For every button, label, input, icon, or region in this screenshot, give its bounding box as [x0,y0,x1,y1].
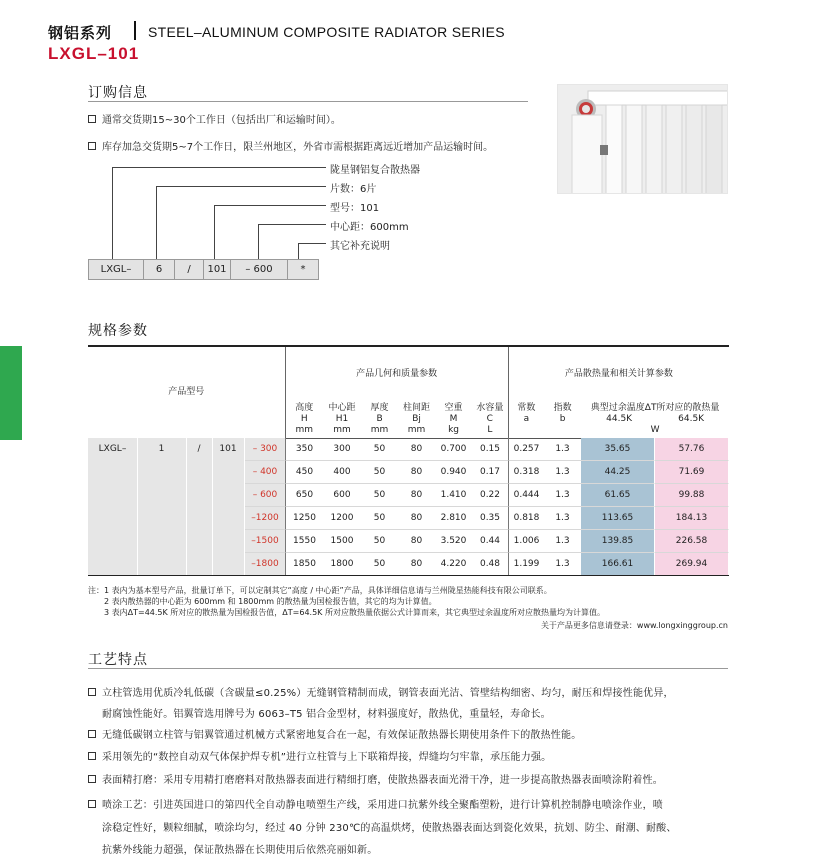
craft-paragraph-cont: 涂稳定性好，颗粒细腻，喷涂均匀，经过 40 分钟 230℃的高温烘烤，使散热器表面达到瓷化效果，抗划、防尘、耐潮、耐酸、 [102,823,677,834]
cell-Bj: 80 [398,484,435,507]
cell-q1: 44.25 [581,461,655,484]
model-number: LXGL–101 [48,44,140,63]
craft-paragraph: 立柱管选用优质冷轧低碳（含碳量≤0.25%）无缝钢管精制而成，钢管表面光洁、管壁结构细密、均匀，耐压和焊接性能优异， [88,684,674,699]
checkbox-icon [88,775,96,783]
cell-b: 1.3 [544,461,581,484]
ordering-item-text: 通常交货期15~30个工作日（包括出厂和运输时间）。 [102,115,341,126]
model-type: 101 [219,444,237,454]
craft-paragraph-cont: 抗紫外线能力超强，保证散热器在长期使用后依然亮丽如新。 [102,845,378,856]
code-segment: 6 [144,260,175,279]
series-title-en: STEEL–ALUMINUM COMPOSITE RADIATOR SERIES [148,24,505,40]
col-header-heat-output: 典型过余温度ΔT所对应的散热量 44.5K 64.5K W [581,402,729,438]
spec-title: 规格参数 [88,323,148,339]
cell-B: 50 [361,484,398,507]
cell-a: 1.199 [508,553,544,576]
cell-Bj: 80 [398,461,435,484]
cell-a: 0.818 [508,507,544,530]
ordering-item [88,138,493,153]
cell-Bj: 80 [398,438,435,461]
cell-b: 1.3 [544,438,581,461]
more-info-link[interactable]: 关于产品更多信息请登录：www.longxinggroup.cn [540,621,728,630]
cell-dist: –1800 [245,553,285,576]
model-count: 1 [158,444,165,454]
cell-q2: 99.88 [655,484,729,507]
craft-paragraph: 采用领先的“数控自动双气体保护焊专机”进行立柱管与上下联箱焊接，焊缝均匀牢靠，承压能力强。 [88,748,551,763]
cell-q2: 184.13 [655,507,729,530]
col-header-center-distance: 中心距 H1 mm [323,402,361,438]
product-model-header: 产品型号 [88,346,285,438]
cell-C: 0.48 [472,553,508,576]
cell-a: 0.444 [508,484,544,507]
cell-M: 4.220 [435,553,472,576]
model-slash: / [197,444,201,454]
cell-Bj: 80 [398,507,435,530]
table-note: 注：1 表内为基本型号产品，批量订单下，可以定制其它“高度 / 中心距”产品，具体详细信息请与兰州陇星热能科技有限公司联系。 [88,586,552,595]
cell-C: 0.44 [472,530,508,553]
cell-q1: 61.65 [581,484,655,507]
cell-q1: 139.85 [581,530,655,553]
cell-C: 0.35 [472,507,508,530]
cell-M: 0.940 [435,461,472,484]
cell-H: 1850 [285,553,323,576]
cell-H: 1250 [285,507,323,530]
checkbox-icon [88,800,96,808]
col-header-height: 高度 H mm [285,402,323,438]
ordering-title: 订购信息 [88,85,148,101]
cell-H1: 300 [323,438,361,461]
cell-dist: – 400 [245,461,285,484]
cell-q2: 226.58 [655,530,729,553]
craft-paragraph-cont: 耐腐蚀性能好。铝翼管选用牌号为 6063–T5 铝合金型材，材料强度好，散热优，重量轻，寿命长。 [102,709,551,720]
cell-q1: 35.65 [581,438,655,461]
col-header-constant: 常数 a [508,402,544,438]
table-note: 2 表内散热器的中心距为 600mm 和 1800mm 的散热量为国检报告值，其它的均为计算值。 [104,597,437,606]
cell-H: 450 [285,461,323,484]
checkbox-icon [88,142,96,150]
cell-M: 0.700 [435,438,472,461]
cell-dist: –1500 [245,530,285,553]
col-header-weight: 空重 M kg [435,402,472,438]
side-tab [0,346,22,440]
cell-dist: – 300 [245,438,285,461]
cell-b: 1.3 [544,553,581,576]
craft-title: 工艺特点 [88,652,148,668]
cell-M: 2.810 [435,507,472,530]
ordering-item [88,111,341,126]
cell-B: 50 [361,530,398,553]
code-label: 其它补充说明 [330,241,390,252]
checkbox-icon [88,730,96,738]
cell-C: 0.15 [472,438,508,461]
cell-H1: 600 [323,484,361,507]
cell-q1: 113.65 [581,507,655,530]
model-code-strip [88,259,319,280]
cell-q2: 57.76 [655,438,729,461]
ordering-item-text: 库存加急交货期5~7个工作日，限兰州地区，外省市需根据距离远近增加产品运输时间。 [102,142,494,153]
cell-H1: 1200 [323,507,361,530]
craft-paragraph: 无缝低碳钢立柱管与铝翼管通过机械方式紧密地复合在一起，有效保证散热器长期使用条件下的散热性能。 [88,726,581,741]
cell-b: 1.3 [544,530,581,553]
cell-b: 1.3 [544,507,581,530]
cell-a: 1.006 [508,530,544,553]
cell-M: 1.410 [435,484,472,507]
cell-B: 50 [361,507,398,530]
cell-q1: 166.61 [581,553,655,576]
code-segment: / [175,260,204,279]
cell-Bj: 80 [398,530,435,553]
cell-B: 50 [361,461,398,484]
cell-H: 650 [285,484,323,507]
cell-B: 50 [361,553,398,576]
spec-table [88,345,729,439]
craft-paragraph: 表面精打磨：采用专用精打磨磨料对散热器表面进行精细打磨，使散热器表面光滑干净，进一步提高散热器表面喷涂附着性。 [88,771,663,786]
code-segment: – 600 [231,260,288,279]
code-segment: 101 [204,260,231,279]
cell-H: 350 [285,438,323,461]
col-header-thickness: 厚度 B mm [361,402,398,438]
ordering-rule [88,101,528,102]
craft-paragraph: 喷涂工艺：引进英国进口的第四代全自动静电喷塑生产线，采用进口抗紫外线全聚酯塑粉，进行计算机控制静电喷涂作业，喷 [88,796,663,811]
cell-dist: – 600 [245,484,285,507]
code-label: 中心距：600mm [330,222,409,233]
title-separator [134,21,136,40]
cell-q2: 269.94 [655,553,729,576]
radiator-illustration [558,85,728,194]
col-header-water-capacity: 水容量 C L [472,402,508,438]
cell-M: 3.520 [435,530,472,553]
model-prefix: LXGL– [98,444,127,454]
code-segment: * [300,264,306,275]
cell-C: 0.17 [472,461,508,484]
geom-group-header: 产品几何和质量参数 [285,346,508,402]
col-header-exponent: 指数 b [544,402,581,438]
cell-C: 0.22 [472,484,508,507]
cell-b: 1.3 [544,484,581,507]
cell-Bj: 80 [398,553,435,576]
code-label: 片数：6片 [330,184,377,195]
cell-B: 50 [361,438,398,461]
cell-q2: 71.69 [655,461,729,484]
code-label: 陇星钢铝复合散热器 [330,165,420,176]
cell-H1: 1800 [323,553,361,576]
checkbox-icon [88,752,96,760]
code-label: 型号：101 [330,203,380,214]
code-segment: LXGL– [89,260,144,279]
cell-a: 0.257 [508,438,544,461]
checkbox-icon [88,688,96,696]
checkbox-icon [88,115,96,123]
cell-a: 0.318 [508,461,544,484]
col-header-column-spacing: 柱间距 Bj mm [398,402,435,438]
spec-table-body [88,438,729,576]
cell-H1: 1500 [323,530,361,553]
cell-H1: 400 [323,461,361,484]
series-title-cn: 钢铝系列 [48,24,113,42]
table-note: 3 表内ΔT=44.5K 所对应的散热量为国检报告值，ΔT=64.5K 所对应散热量依据公式计算而来，其它典型过余温度所对应散热量均为计算值。 [104,608,605,617]
craft-rule [88,668,728,669]
cell-H: 1550 [285,530,323,553]
code-connector [298,243,326,259]
heat-group-header: 产品散热量和相关计算参数 [508,346,729,402]
cell-dist: –1200 [245,507,285,530]
radiator-photo [557,84,728,194]
